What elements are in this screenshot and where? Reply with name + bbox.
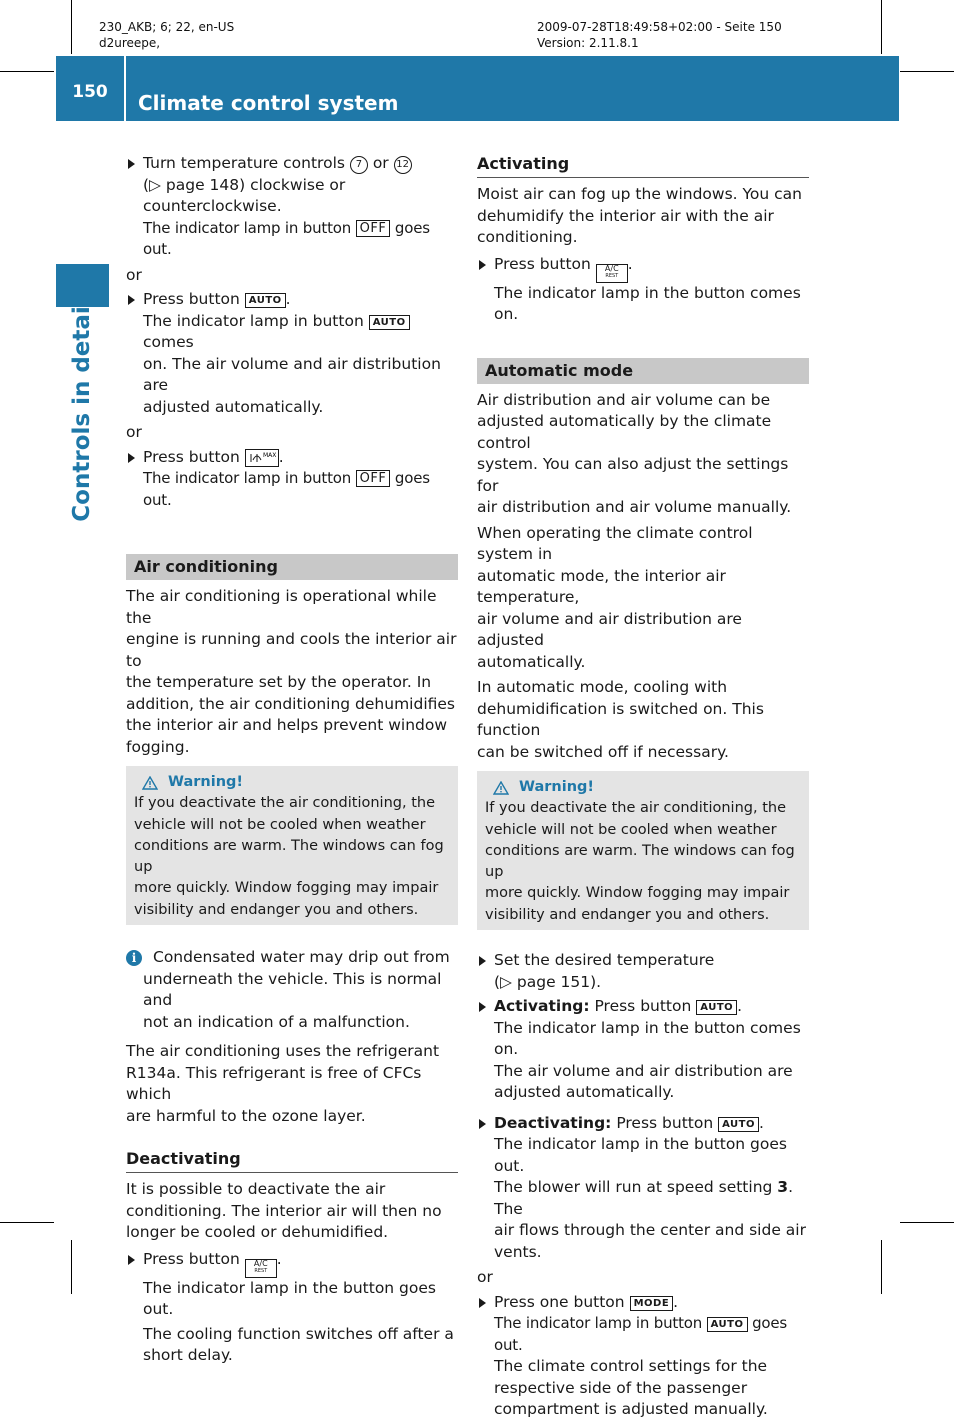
info-line: underneath the vehicle. This is normal and — [143, 969, 442, 1010]
paragraph — [126, 1179, 458, 1244]
print-meta-left — [99, 19, 234, 51]
text-line: air distribution and air volume manually. — [477, 498, 792, 516]
step-text: compartment is adjusted manually. — [494, 1400, 768, 1419]
step-text: Press button — [143, 1249, 240, 1268]
step-item — [126, 153, 458, 261]
control-12-icon: 12 — [394, 156, 412, 174]
step-text: air flows through the center and side air — [494, 1221, 806, 1240]
ac-rest-label: REST — [254, 1267, 268, 1274]
text-line: the temperature set by the operator. In — [126, 673, 432, 691]
text-line: conditioning. — [477, 228, 578, 246]
text-line: fogging. — [126, 737, 190, 756]
crop-mark — [881, 1240, 882, 1294]
warning-line: vehicle will not be cooled when weather — [485, 821, 777, 838]
text-line: automatic mode, the interior air temperature, — [477, 566, 726, 606]
off-button-icon: OFF — [356, 470, 391, 487]
crop-mark — [0, 1222, 54, 1223]
crop-mark — [900, 1222, 954, 1223]
crop-mark — [71, 1240, 72, 1294]
auto-button-icon: AUTO — [707, 1317, 748, 1332]
warning-box — [126, 766, 458, 925]
paragraph — [477, 677, 809, 763]
arrow-bullet-icon — [479, 1298, 486, 1308]
step-item: Press one button MODE . The indicator lamp in button AUTO goes out. The climate control settings for the respective side of the passenger compartment is adjusted manually. — [477, 1292, 809, 1421]
step-item: Press button A/C REST . The indicator lamp in the button comes on. — [477, 254, 809, 326]
ac-button-icon — [596, 264, 628, 283]
step-text: The indicator lamp in button — [143, 311, 364, 330]
warning-line: more quickly. Window fogging may impair — [485, 885, 790, 902]
warning-triangle-icon — [142, 776, 158, 790]
auto-button-icon: AUTO — [718, 1117, 759, 1132]
step-text: The indicator lamp in button — [143, 218, 352, 237]
arrow-bullet-icon — [128, 453, 135, 463]
step-text: comes — [143, 333, 194, 351]
step-text: The indicator lamp in the button comes on. — [494, 283, 801, 323]
info-line: Condensated water may drip out from — [153, 948, 450, 967]
auto-button-icon: AUTO — [696, 1000, 737, 1015]
arrow-bullet-icon — [479, 1002, 486, 1012]
or-text: or — [126, 265, 142, 284]
warning-line: more quickly. Window fogging may impair — [134, 880, 439, 897]
step-text: The climate control settings for the — [494, 1357, 768, 1376]
arrow-bullet-icon — [479, 1119, 486, 1129]
step-text: Press button — [616, 1113, 714, 1132]
step-text: Turn temperature controls — [143, 154, 345, 172]
side-tab-label: Controls in detail — [69, 298, 95, 522]
text-line: conditioning. The interior air will then no — [126, 1201, 442, 1220]
step-text: The indicator lamp in button — [494, 1314, 703, 1333]
crop-mark — [900, 71, 954, 72]
step-text: goes out. — [494, 1314, 788, 1354]
text-line: the interior air and helps prevent window — [126, 716, 448, 734]
meta-line: d2ureepe, — [99, 36, 161, 50]
step-item: Activating: Press button AUTO . The indicator lamp in the button comes on. The air volume and air distribution are adjusted automatically. — [477, 996, 809, 1104]
step-text: counterclockwise. — [143, 197, 282, 215]
text-line: R134a. This refrigerant is free of CFCs which — [126, 1063, 422, 1104]
step-label: Activating: — [494, 997, 590, 1016]
defrost-max-button-icon — [245, 449, 279, 467]
ac-label: A/C — [604, 263, 619, 273]
right-column — [477, 153, 809, 1421]
step-text: (▷ page 148) clockwise or — [143, 175, 346, 194]
text-line: The air conditioning is operational while the — [126, 587, 437, 627]
step-text: . The — [494, 1178, 794, 1218]
text-line: addition, the air conditioning dehumidifies — [126, 694, 456, 713]
warning-triangle-icon — [493, 781, 509, 795]
meta-line: 230_AKB; 6; 22, en-US — [99, 20, 235, 34]
text-line: Air distribution and air volume can be — [477, 390, 771, 409]
step-text: goes out. — [143, 218, 430, 258]
step-item: Press button AUTO . The indicator lamp in button AUTO comes on. The air volume and air distribution are adjusted automatically. — [126, 289, 458, 418]
warning-line: conditions are warm. The windows can fog up — [485, 842, 795, 881]
step-text: respective side of the passenger — [494, 1378, 748, 1397]
step-item: Press button MAX . The indicator lamp in button OFF goes out. — [126, 447, 458, 512]
or-text: or — [477, 1268, 493, 1287]
step-text: The cooling function switches off after a — [143, 1324, 454, 1343]
step-text: on. The air volume and air distribution are — [143, 354, 441, 394]
text-line: air volume and air distribution are adjusted — [477, 609, 742, 649]
print-meta-right — [537, 19, 782, 51]
control-7-icon: 7 — [350, 156, 368, 174]
warning-title — [485, 777, 801, 798]
ac-button-icon — [245, 1259, 277, 1278]
text-line: The air conditioning uses the refrigerant — [126, 1042, 440, 1061]
step-text: Set the desired temperature — [494, 951, 715, 970]
info-icon: i — [126, 950, 142, 966]
subheading-activating: Activating — [477, 153, 809, 178]
step-text: (▷ page 151). — [494, 972, 602, 991]
step-text: The blower will run at speed setting — [494, 1178, 773, 1197]
text-line: In automatic mode, cooling with — [477, 678, 728, 696]
speed-setting-value: 3 — [777, 1178, 789, 1197]
auto-button-icon: AUTO — [369, 315, 410, 330]
step-item: Press button A/C REST . The indicator lamp in the button goes out. The cooling function switches off after a short delay. — [126, 1249, 458, 1367]
text-line: adjusted automatically by the climate control — [477, 412, 772, 452]
auto-button-icon: AUTO — [245, 293, 286, 308]
paragraph — [126, 1041, 458, 1127]
text-line: dehumidify the interior air with the air — [477, 206, 774, 225]
arrow-bullet-icon — [479, 260, 486, 270]
paragraph — [477, 390, 809, 519]
paragraph — [477, 184, 809, 249]
step-text: The indicator lamp in button — [143, 469, 352, 487]
text-line: system. You can also adjust the settings for — [477, 455, 789, 495]
text-line: can be switched off if necessary. — [477, 742, 729, 761]
arrow-bullet-icon — [479, 956, 486, 966]
step-text: The indicator lamp in the button goes out. — [494, 1135, 787, 1175]
warning-box — [477, 771, 809, 930]
meta-line: Version: 2.11.8.1 — [537, 36, 639, 50]
text-line: dehumidification is switched on. This function — [477, 699, 764, 739]
step-text: Press one button — [494, 1292, 625, 1311]
subheading-deactivating: Deactivating — [126, 1148, 458, 1173]
step-text: or — [372, 154, 389, 172]
warning-line: vehicle will not be cooled when weather — [134, 816, 426, 833]
text-line: longer be cooled or dehumidified. — [126, 1223, 389, 1242]
warning-title — [134, 772, 450, 793]
warning-line: If you deactivate the air conditioning, the — [485, 800, 786, 817]
step-text: vents. — [494, 1242, 542, 1261]
text-line: Moist air can fog up the windows. You can — [477, 185, 803, 203]
left-column — [126, 153, 458, 1367]
warning-line: visibility and endanger you and others. — [134, 901, 419, 918]
page-title: Climate control system — [138, 91, 399, 115]
warning-title-text: Warning! — [519, 779, 595, 795]
step-text: goes out. — [143, 469, 430, 509]
step-text: adjusted automatically. — [494, 1083, 675, 1102]
ac-rest-label: REST — [605, 272, 619, 279]
step-text: The indicator lamp in the button goes out. — [143, 1278, 436, 1319]
warning-title-text: Warning! — [168, 774, 244, 790]
arrow-bullet-icon — [128, 295, 135, 305]
arrow-bullet-icon — [128, 1255, 135, 1265]
section-heading-automatic-mode: Automatic mode — [477, 358, 809, 384]
warning-line: conditions are warm. The windows can fog up — [134, 837, 444, 876]
paragraph — [126, 586, 458, 758]
step-text: Press button — [594, 997, 692, 1016]
mode-button-icon: MODE — [630, 1296, 674, 1311]
step-label: Deactivating: — [494, 1113, 612, 1132]
info-note — [126, 947, 458, 1033]
text-line: When operating the climate control system in — [477, 523, 753, 563]
info-line: not an indication of a malfunction. — [143, 1012, 410, 1031]
text-line: It is possible to deactivate the air — [126, 1180, 386, 1199]
step-text: short delay. — [143, 1346, 233, 1365]
page-number: 150 — [72, 81, 108, 102]
header-divider — [124, 56, 126, 121]
crop-mark — [71, 0, 72, 54]
arrow-bullet-icon — [128, 159, 135, 169]
ac-label: A/C — [253, 1258, 268, 1268]
off-button-icon: OFF — [356, 220, 391, 237]
step-item: Deactivating: Press button AUTO . The indicator lamp in the button goes out. The blower will run at speed setting 3. The air flows through the center and side air vents. — [477, 1113, 809, 1264]
max-label: MAX — [262, 451, 277, 459]
step-text: The air volume and air distribution are — [494, 1061, 793, 1080]
step-item — [477, 950, 809, 993]
step-text: Press button — [143, 290, 240, 308]
text-line: automatically. — [477, 652, 586, 671]
text-line: are harmful to the ozone layer. — [126, 1106, 366, 1125]
warning-line: If you deactivate the air conditioning, the — [134, 795, 435, 812]
paragraph — [477, 523, 809, 674]
section-heading-air-conditioning: Air conditioning — [126, 554, 458, 580]
step-text: The indicator lamp in the button comes on. — [494, 1018, 801, 1059]
or-text: or — [126, 423, 142, 441]
text-line: engine is running and cools the interior air to — [126, 630, 457, 670]
crop-mark — [881, 0, 882, 54]
meta-line: 2009-07-28T18:49:58+02:00 - Seite 150 — [537, 20, 782, 34]
step-text: Press button — [494, 254, 591, 273]
step-text: adjusted automatically. — [143, 397, 324, 416]
warning-line: visibility and endanger you and others. — [485, 906, 770, 923]
crop-mark — [0, 71, 54, 72]
step-text: Press button — [143, 447, 240, 466]
